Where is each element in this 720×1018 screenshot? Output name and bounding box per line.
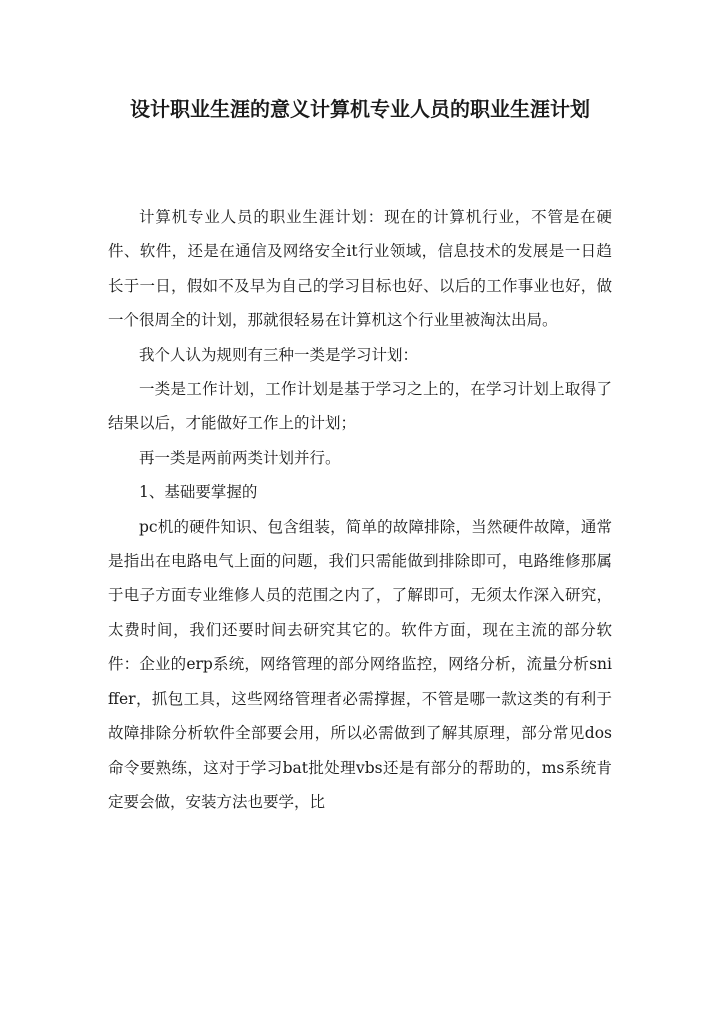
document-body bbox=[108, 200, 612, 819]
paragraph-work-plan: 一类是工作计划，工作计划是基于学习之上的，在学习计划上取得了结果以后，才能做好工作上的计划； bbox=[108, 380, 612, 433]
paragraph-plan-types: 我个人认为规则有三种一类是学习计划： bbox=[139, 345, 419, 364]
section-heading-basics: 1、基础要掌握的 bbox=[139, 483, 258, 502]
document-title: 设计职业生涯的意义计算机专业人员的职业生涯计划 bbox=[130, 97, 590, 121]
paragraph-intro: 计算机专业人员的职业生涯计划：现在的计算机行业，不管是在硬件、软件，还是在通信及网络安全it行业领域，信息技术的发展是一日趋长于一日，假如不及早为自己的学习目标也好、以后的工作事业也好，做一个很周全的计划，那就很轻易在计算机这个行业里被淘汰出局。 bbox=[108, 208, 612, 330]
paragraph-parallel-plan: 再一类是两前两类计划并行。 bbox=[139, 448, 341, 467]
paragraph-basics-detail: pc机的硬件知识、包含组装，简单的故障排除，当然硬件故障，通常是指出在电路电气上面的问题，我们只需能做到排除即可，电路维修那属于电子方面专业维修人员的范围之内了，了解即可，无须太作深入研究，太费时间，我们还要时间去研究其它的。软件方面，现在主流的部分软件：企业的erp系统，网络管理的部分网络监控，网络分析，流量分析sniffer，抓包工具，这些网络管理者必需撑握，不管是哪一款这类的有利于故障排除分析软件全部要会用，所以必需做到了解其原理，部分常见dos命令要熟练，这对于学习bat批处理vbs还是有部分的帮助的，ms系统肯定要会做，安装方法也要学，比 bbox=[108, 517, 612, 811]
